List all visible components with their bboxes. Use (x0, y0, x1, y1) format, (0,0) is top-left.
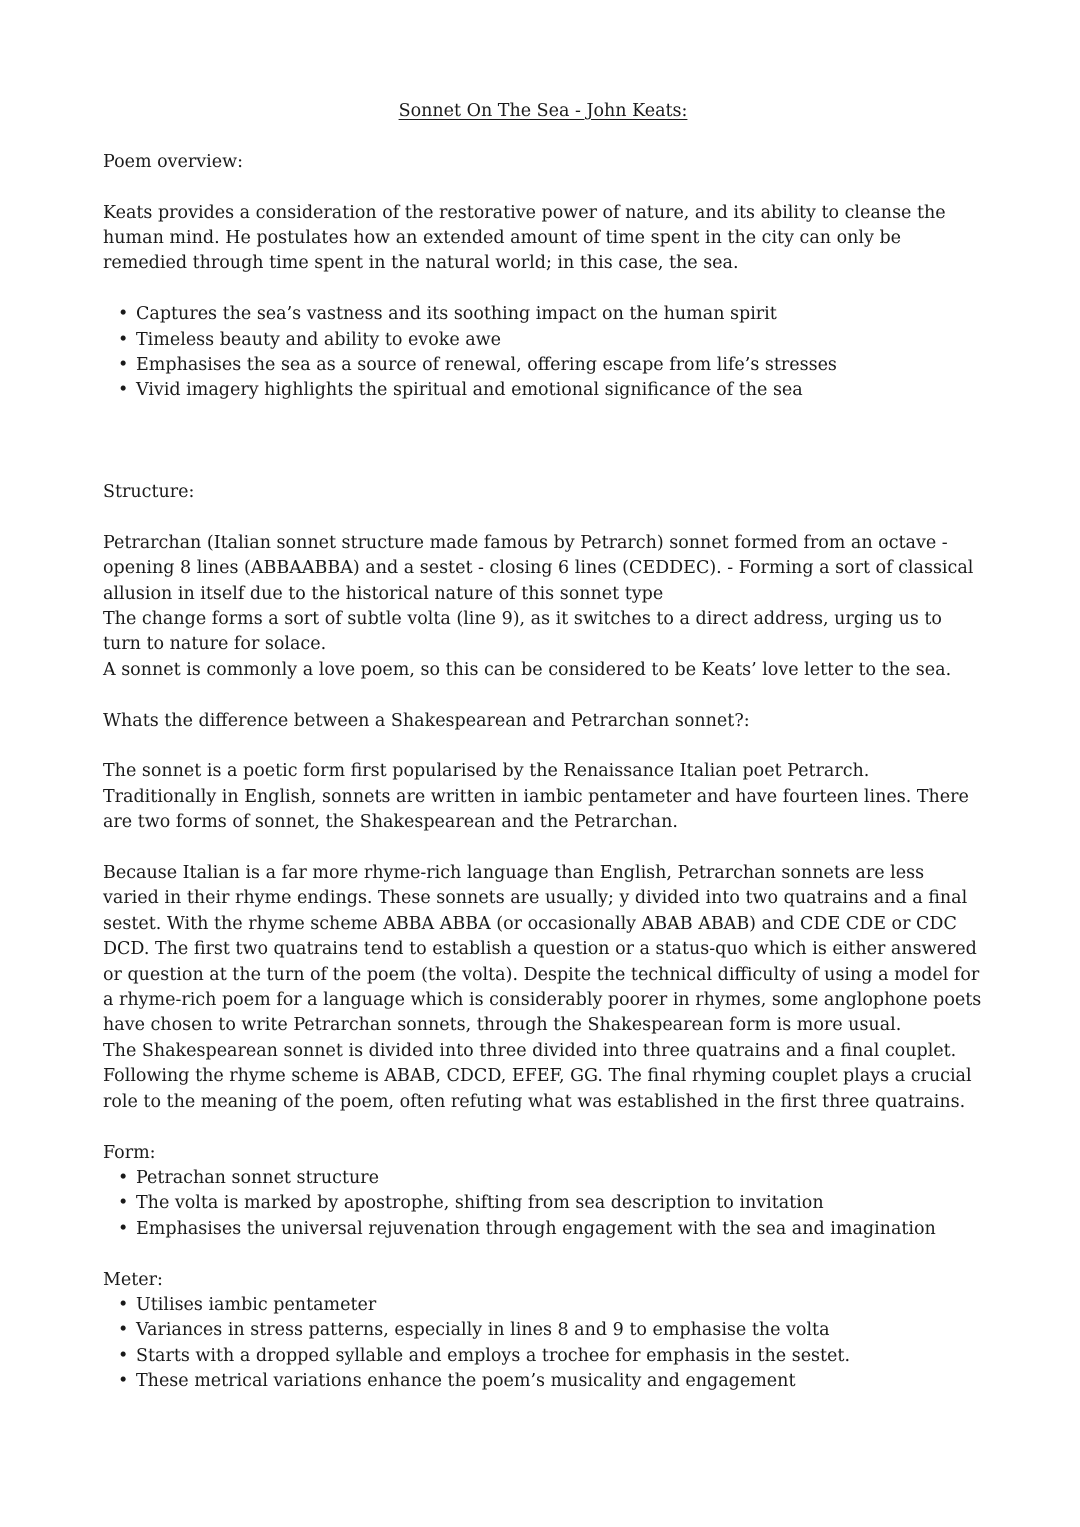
spacer (103, 1242, 983, 1267)
structure-line: Petrarchan (Italian sonnet structure made famous by Petrarch) sonnet formed from an octave - opening 8 lines (ABBAABBA) and a sestet - closing 6 lines (CEDDEC). - Forming a sort of classical allusion in itself due to the historical nature of this sonnet type (103, 532, 974, 604)
structure-heading: Structure: (103, 482, 195, 503)
spacer (103, 404, 983, 455)
spacer (103, 175, 983, 200)
form-bullet-list (103, 1166, 983, 1242)
list-item: • Emphasises the sea as a source of renewal, offering escape from life’s stresses (136, 353, 983, 378)
overview-heading: Poem overview: (103, 151, 243, 172)
meter-bullet-list (103, 1293, 983, 1395)
difference-heading: Whats the difference between a Shakespearean and Petrarchan sonnet?: (103, 710, 750, 731)
meter-heading: Meter: (103, 1269, 163, 1290)
spacer (103, 734, 983, 759)
list-item: • Utilises iambic pentameter (136, 1293, 983, 1318)
list-item: • Vivid imagery highlights the spiritual and emotional significance of the sea (136, 378, 983, 403)
form-heading: Form: (103, 1142, 156, 1163)
page-title: Sonnet On The Sea - John Keats: (398, 101, 688, 121)
document-page (103, 99, 983, 1395)
overview-paragraph: Keats provides a consideration of the restorative power of nature, and its ability to cleanse the human mind. He postulates how an extended amount of time spent in the city can only be remedied through time spent in the natural world; in this case, the sea. (103, 202, 946, 274)
spacer (103, 836, 983, 861)
overview-bullet-list (103, 302, 983, 404)
spacer (103, 505, 983, 530)
list-item: • The volta is marked by apostrophe, shifting from sea description to invitation (136, 1191, 983, 1216)
list-item: • Variances in stress patterns, especially in lines 8 and 9 to emphasise the volta (136, 1318, 983, 1343)
difference-paragraph: The Shakespearean sonnet is divided into three divided into three quatrains and a final couplet. Following the rhyme scheme is ABAB, CDCD, EFEF, GG. The final rhyming couplet plays a crucial role to the meaning of the poem, often refuting what was established in the first three quatrains. (103, 1040, 972, 1112)
spacer (103, 277, 983, 302)
difference-paragraph: Because Italian is a far more rhyme-rich language than English, Petrarchan sonnets are less varied in their rhyme endings. These sonnets are usually; y divided into two quatrains and a final sestet. With the rhyme scheme ABBA ABBA (or occasionally ABAB ABAB) and CDE CDE or CDC DCD. The first two quatrains tend to establish a question or a status-quo which is either answered or question at the turn of the poem (the volta). Despite the technical difficulty of using a model for a rhyme-rich poem for a language which is considerably poorer in rhymes, some anglophone poets have chosen to write Petrarchan sonnets, through the Shakespearean form is more usual. (103, 863, 982, 1036)
list-item: • Starts with a dropped syllable and employs a trochee for emphasis in the sestet. (136, 1344, 983, 1369)
spacer (103, 455, 983, 480)
list-item: • Timeless beauty and ability to evoke awe (136, 328, 983, 353)
list-item: • Petrachan sonnet structure (136, 1166, 983, 1191)
list-item: • Captures the sea’s vastness and its soothing impact on the human spirit (136, 302, 983, 327)
spacer (103, 683, 983, 708)
list-item: • Emphasises the universal rejuvenation through engagement with the sea and imagination (136, 1217, 983, 1242)
spacer (103, 1115, 983, 1140)
structure-line: The change forms a sort of subtle volta (line 9), as it switches to a direct address, urging us to turn to nature for solace. (103, 609, 942, 655)
difference-paragraph: The sonnet is a poetic form first popularised by the Renaissance Italian poet Petrarch. Traditionally in English, sonnets are written in iambic pentameter and have fourteen lines. There are two forms of sonnet, the Shakespearean and the Petrarchan. (103, 761, 969, 833)
structure-line: A sonnet is commonly a love poem, so this can be considered to be Keats’ love letter to the sea. (103, 659, 952, 680)
list-item: • These metrical variations enhance the poem’s musicality and engagement (136, 1369, 983, 1394)
